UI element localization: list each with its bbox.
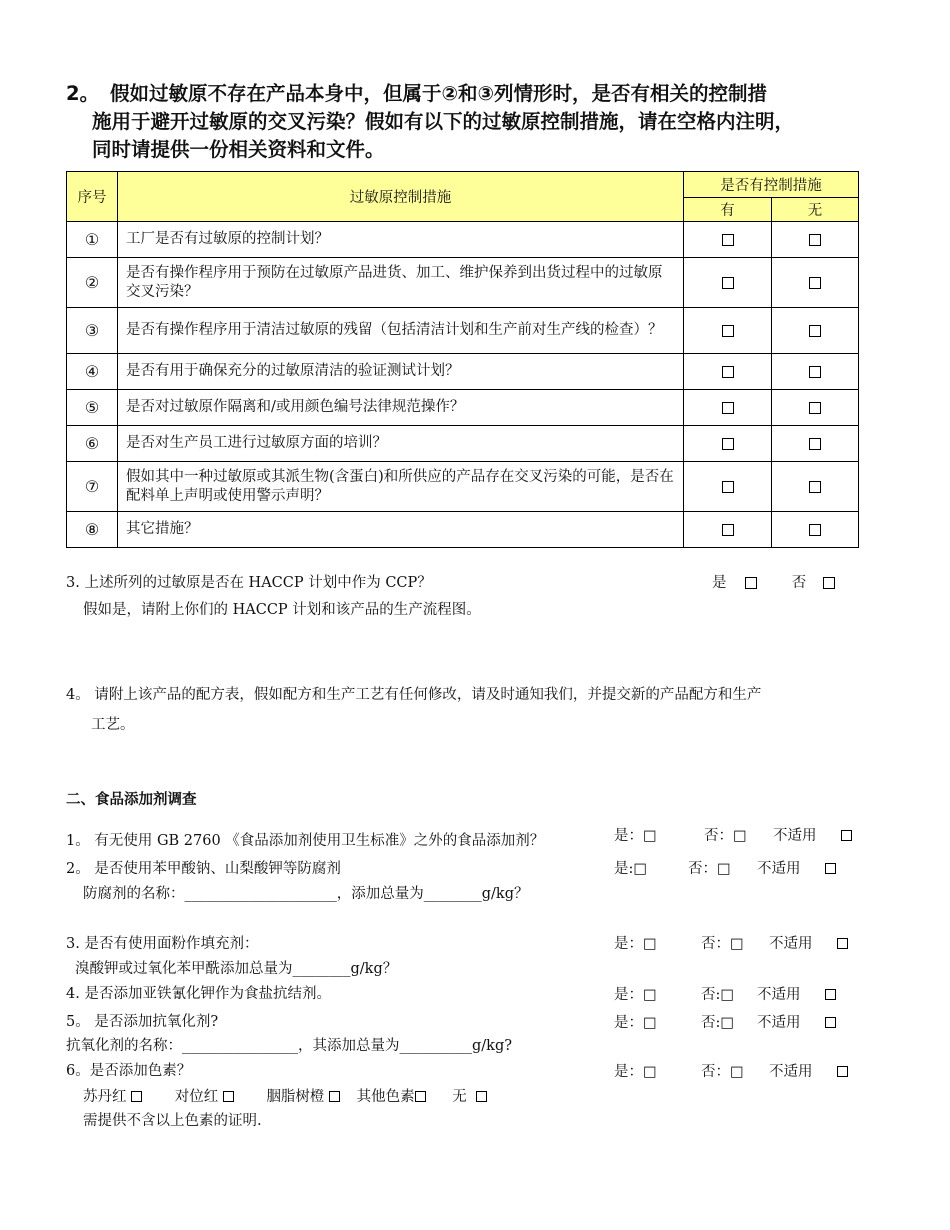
question-2-line-2: 施用于避开过敏原的交叉污染？假如有以下的过敏原控制措施，请在空格内注明， xyxy=(92,110,795,133)
allergen-control-table xyxy=(66,171,859,548)
yes-checkbox[interactable] xyxy=(722,325,734,337)
row-seq: ⑥ xyxy=(67,426,118,462)
colorant-label: 胭脂树橙 xyxy=(266,1089,325,1105)
colorant-label: 苏丹红 xyxy=(83,1089,127,1105)
no-checkbox[interactable] xyxy=(809,402,821,414)
na-checkbox[interactable] xyxy=(837,938,848,949)
question-4-line-1: 4。 请附上该产品的配方表，假如配方和生产工艺有任何修改，请及时通知我们，并提交新的产品配方和生产 xyxy=(66,687,762,703)
no-checkbox[interactable] xyxy=(809,438,821,450)
row-seq: ⑧ xyxy=(67,512,118,548)
additive-q1-text: 1。 有无使用 GB 2760 《食品添加剂使用卫生标准》之外的食品添加剂？ xyxy=(66,833,545,849)
row-seq: ④ xyxy=(67,354,118,390)
additive-q1-no[interactable]: 否：□ xyxy=(704,828,747,844)
row-text: 是否有操作程序用于清洁过敏原的残留（包括清洁计划和生产前对生产线的检查）？ xyxy=(118,308,684,354)
additive-q4-yes[interactable]: 是：□ xyxy=(614,987,657,1003)
additive-q3-na[interactable] xyxy=(769,932,848,953)
question-2-line-3: 同时请提供一份相关资料和文件。 xyxy=(92,138,385,161)
q3-yes-checkbox[interactable] xyxy=(745,577,757,589)
colorant-label: 无 xyxy=(452,1089,467,1105)
q3-no-label: 否 xyxy=(791,575,807,591)
na-checkbox[interactable] xyxy=(841,830,852,841)
additive-q5-no[interactable]: 否:□ xyxy=(701,1015,735,1031)
no-checkbox[interactable] xyxy=(809,524,821,536)
additive-q6-no[interactable]: 否：□ xyxy=(701,1064,744,1080)
row-text: 是否有用于确保充分的过敏原清洁的验证测试计划？ xyxy=(118,354,684,390)
na-label: 不适用 xyxy=(769,936,813,952)
additive-q6-text: 6。是否添加色素？ xyxy=(66,1063,192,1079)
no-checkbox[interactable] xyxy=(809,325,821,337)
table-row xyxy=(67,354,859,390)
table-row xyxy=(67,390,859,426)
additive-q3-text: 3. 是否有使用面粉作填充剂： xyxy=(66,936,259,952)
yes-checkbox[interactable] xyxy=(722,402,734,414)
colorant-option[interactable] xyxy=(357,1089,426,1105)
additive-q2-na[interactable] xyxy=(757,857,836,878)
table-row xyxy=(67,512,859,548)
additive-q2-no[interactable]: 否：□ xyxy=(688,861,731,877)
colorant-checkbox[interactable] xyxy=(476,1091,487,1102)
additive-q5-text: 5。 是否添加抗氧化剂? xyxy=(66,1014,219,1030)
row-seq: ③ xyxy=(67,308,118,354)
additive-q3-no[interactable]: 否：□ xyxy=(701,936,744,952)
question-2-number: 2。 xyxy=(66,82,100,105)
colorant-option[interactable] xyxy=(266,1089,340,1105)
na-label: 不适用 xyxy=(757,861,801,877)
question-3-yes-no xyxy=(712,571,835,592)
additive-q4-no[interactable]: 否:□ xyxy=(701,987,735,1003)
na-checkbox[interactable] xyxy=(837,1066,848,1077)
colorant-option[interactable] xyxy=(452,1089,487,1105)
na-label: 不适用 xyxy=(773,828,817,844)
q3-no-checkbox[interactable] xyxy=(823,577,835,589)
na-checkbox[interactable] xyxy=(825,863,836,874)
row-text: 是否对生产员工进行过敏原方面的培训？ xyxy=(118,426,684,462)
row-text: 是否对过敏原作隔离和/或用颜色编号法律规范操作？ xyxy=(118,390,684,426)
colorant-option[interactable] xyxy=(175,1089,234,1105)
row-text: 假如其中一种过敏原或其派生物(含蛋白)和所供应的产品存在交叉污染的可能，是否在配料单上声明或使用警示声明？ xyxy=(118,462,684,512)
additive-q3-sub[interactable]: 溴酸钾或过氧化苯甲酰添加总量为________g/kg？ xyxy=(75,961,398,977)
yes-checkbox[interactable] xyxy=(722,481,734,493)
no-checkbox[interactable] xyxy=(809,234,821,246)
colorant-label: 其他色素 xyxy=(356,1089,415,1105)
additive-q2-sub[interactable]: 防腐剂的名称：_____________________，添加总量为________g/kg？ xyxy=(83,886,529,902)
additive-q2-yes[interactable]: 是:□ xyxy=(614,861,648,877)
section-2-title: 二、食品添加剂调查 xyxy=(66,792,197,808)
colorant-checkbox[interactable] xyxy=(131,1091,142,1102)
row-text: 是否有操作程序用于预防在过敏原产品进货、加工、维护保养到出货过程中的过敏原交叉污染？ xyxy=(118,258,684,308)
question-4-line-2: 工艺。 xyxy=(91,717,135,733)
no-checkbox[interactable] xyxy=(809,366,821,378)
na-checkbox[interactable] xyxy=(825,989,836,1000)
yes-checkbox[interactable] xyxy=(722,234,734,246)
row-text: 其它措施？ xyxy=(118,512,684,548)
table-row xyxy=(67,222,859,258)
additive-q5-sub[interactable]: 抗氧化剂的名称：________________，其添加总量为__________g/kg? xyxy=(66,1038,513,1054)
yes-checkbox[interactable] xyxy=(722,438,734,450)
colorant-checkbox[interactable] xyxy=(223,1091,234,1102)
header-no: 无 xyxy=(772,198,859,222)
row-text: 工厂是否有过敏原的控制计划？ xyxy=(118,222,684,258)
header-measure: 过敏原控制措施 xyxy=(118,172,684,222)
yes-checkbox[interactable] xyxy=(722,277,734,289)
table-row xyxy=(67,308,859,354)
table-row xyxy=(67,462,859,512)
additive-q5-na[interactable] xyxy=(757,1011,836,1032)
question-3-text: 3. 上述所列的过敏原是否在 HACCP 计划中作为 CCP？ xyxy=(66,575,432,591)
table-row xyxy=(67,426,859,462)
additive-q5-yes[interactable]: 是：□ xyxy=(614,1015,657,1031)
yes-checkbox[interactable] xyxy=(722,366,734,378)
q3-yes-label: 是 xyxy=(712,575,727,591)
additive-q3-yes[interactable]: 是：□ xyxy=(614,936,657,952)
table-row xyxy=(67,258,859,308)
additive-q6-yes[interactable]: 是：□ xyxy=(614,1064,657,1080)
na-label: 不适用 xyxy=(757,1015,801,1031)
na-checkbox[interactable] xyxy=(825,1017,836,1028)
row-seq: ② xyxy=(67,258,118,308)
colorant-note: 需提供不含以上色素的证明. xyxy=(83,1113,262,1129)
colorant-checkbox[interactable] xyxy=(329,1091,340,1102)
no-checkbox[interactable] xyxy=(809,277,821,289)
row-seq: ⑤ xyxy=(67,390,118,426)
additive-q4-text: 4. 是否添加亚铁氰化钾作为食盐抗结剂。 xyxy=(66,986,331,1002)
additive-q4-na[interactable] xyxy=(757,983,836,1004)
na-label: 不适用 xyxy=(769,1064,813,1080)
additive-q6-na[interactable] xyxy=(769,1060,848,1081)
colorant-options xyxy=(83,1085,487,1106)
yes-checkbox[interactable] xyxy=(722,524,734,536)
row-seq: ① xyxy=(67,222,118,258)
row-seq: ⑦ xyxy=(67,462,118,512)
no-checkbox[interactable] xyxy=(809,481,821,493)
question-2-line-1: 假如过敏原不存在产品本身中，但属于②和③列情形时，是否有相关的控制措 xyxy=(110,82,768,105)
header-seq: 序号 xyxy=(67,172,118,222)
question-3-note: 假如是，请附上你们的 HACCP 计划和该产品的生产流程图。 xyxy=(83,602,481,618)
header-yes: 有 xyxy=(684,198,772,222)
additive-q1-na[interactable] xyxy=(773,824,852,845)
colorant-option[interactable] xyxy=(83,1089,142,1105)
additive-q1-yes[interactable]: 是：□ xyxy=(614,828,657,844)
header-control-group: 是否有控制措施 xyxy=(684,172,859,198)
colorant-checkbox[interactable] xyxy=(415,1091,426,1102)
colorant-label: 对位红 xyxy=(174,1089,219,1105)
question-2-heading xyxy=(66,80,866,164)
additive-q2-text: 2。 是否使用苯甲酸钠、山梨酸钾等防腐剂 xyxy=(66,861,341,877)
na-label: 不适用 xyxy=(757,987,801,1003)
